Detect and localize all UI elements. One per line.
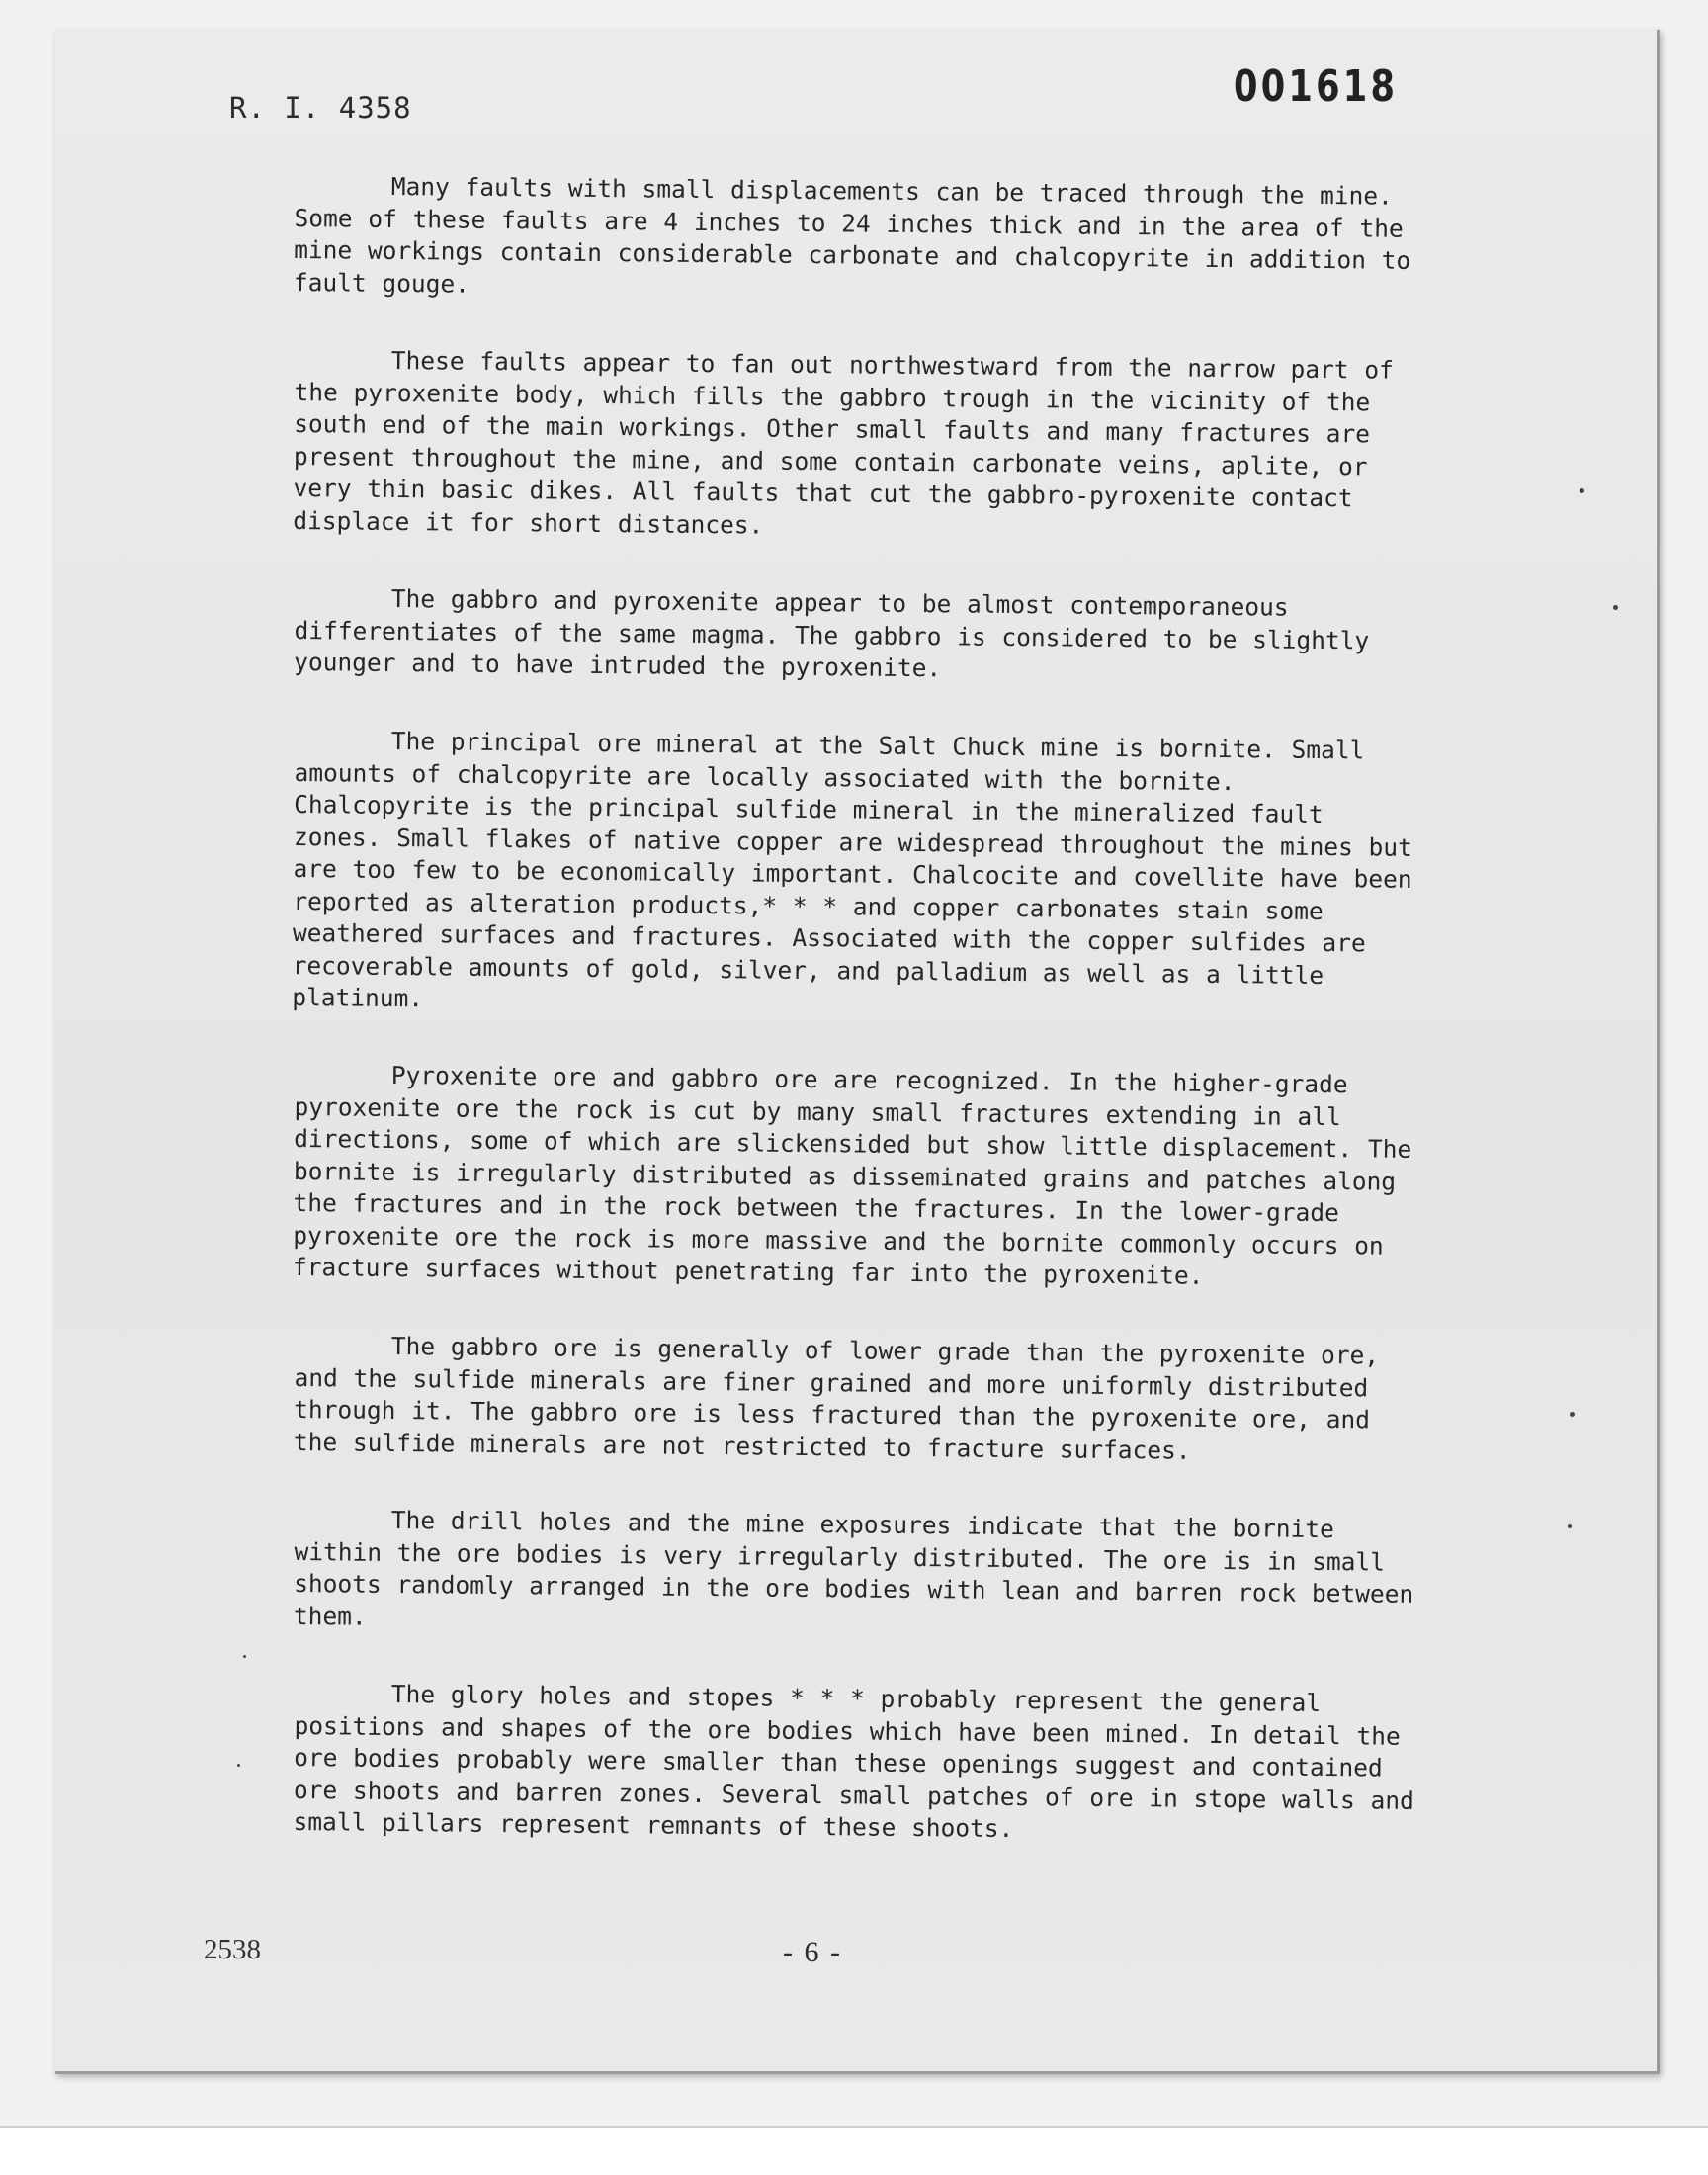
paragraph: These faults appear to fan out northwestward from the narrow part of the pyroxenite body, which fills the gabbro trough in the vicinity of the south end of the main workings. Other small faults and many fractures are present throughout the mine, and some contain carbonate veins, aplite, or very thin basic dikes. All faults that cut the gabbro-pyroxenite contact displace it for short distances. [293,345,1394,540]
paragraph: Pyroxenite ore and gabbro ore are recognized. In the higher-grade pyroxenite ore the rock is cut by many small fractures extending in all directions, some of which are slickensided but show little displacement. The bornite is irregularly distributed as disseminated grains and patches along the fractures and in the rock between the fractures. In the lower-grade pyroxenite ore the rock is more massive and the bornite commonly occurs on fracture surfaces without penetrating far into the pyroxenite. [292,1060,1412,1290]
footer-code: 2538 [204,1934,261,1965]
paragraph: The principal ore mineral at the Salt Chuck mine is bornite. Small amounts of chalcopyrite are locally associated with the bornite. Chalcopyrite is the principal sulfide mineral in the mineralized fault zones. Small flakes of native copper are widespread throughout the mines but are too few to be economically important. Chalcocite and covellite have been reported as alteration products,* * * and copper carbonates stain some weathered surfaces and fractures. Associated with the copper sulfides are recoverable amounts of gold, silver, and palladium as well as a little platinum. [292,726,1413,1012]
paragraph: The glory holes and stopes * * * probably represent the general positions and shapes of the ore bodies which have been mined. In detail the ore bodies probably were smaller than these openings suggest and contained ore shoots and barren zones. Several small patches of ore in stope walls and small pillars represent remnants of these shoots. [293,1679,1415,1843]
scan-speck [1580,488,1584,493]
serial-number: 001618 [1234,61,1399,112]
paragraph: Many faults with small displacements can be traced through the mine. Some of these faults are 4 inches to 24 inches thick and in the area of the mine workings contain considerable carbonate and chalcopyrite in addition to fault gouge. [293,171,1411,299]
scan-speck [237,1764,240,1767]
scan-speck [1568,1524,1572,1528]
paragraph: The drill holes and the mine exposures indicate that the bornite within the ore bodies is very irregularly distributed. The ore is in small shoots randomly arranged in the ore bodies with lean and barren rock between them. [293,1505,1414,1630]
scan-speck [243,1655,246,1658]
scan-speck [1613,605,1618,610]
paragraph: The gabbro and pyroxenite appear to be almost contemporaneous differentiates of the same magma. The gabbro is considered to be slightly younger and to have intruded the pyroxenite. [294,583,1370,683]
body-text [292,170,1421,1883]
report-number: R. I. 4358 [229,91,412,125]
page-number: - 6 - [783,1936,842,1968]
scan-edge [0,2126,1708,2128]
paragraph: The gabbro ore is generally of lower grade than the pyroxenite ore, and the sulfide minerals are finer grained and more uniformly distributed through it. The gabbro ore is less fractured than the pyroxenite ore, and the sulfide minerals are not restricted to fracture surfaces. [293,1331,1380,1464]
scan-speck [1570,1412,1575,1417]
